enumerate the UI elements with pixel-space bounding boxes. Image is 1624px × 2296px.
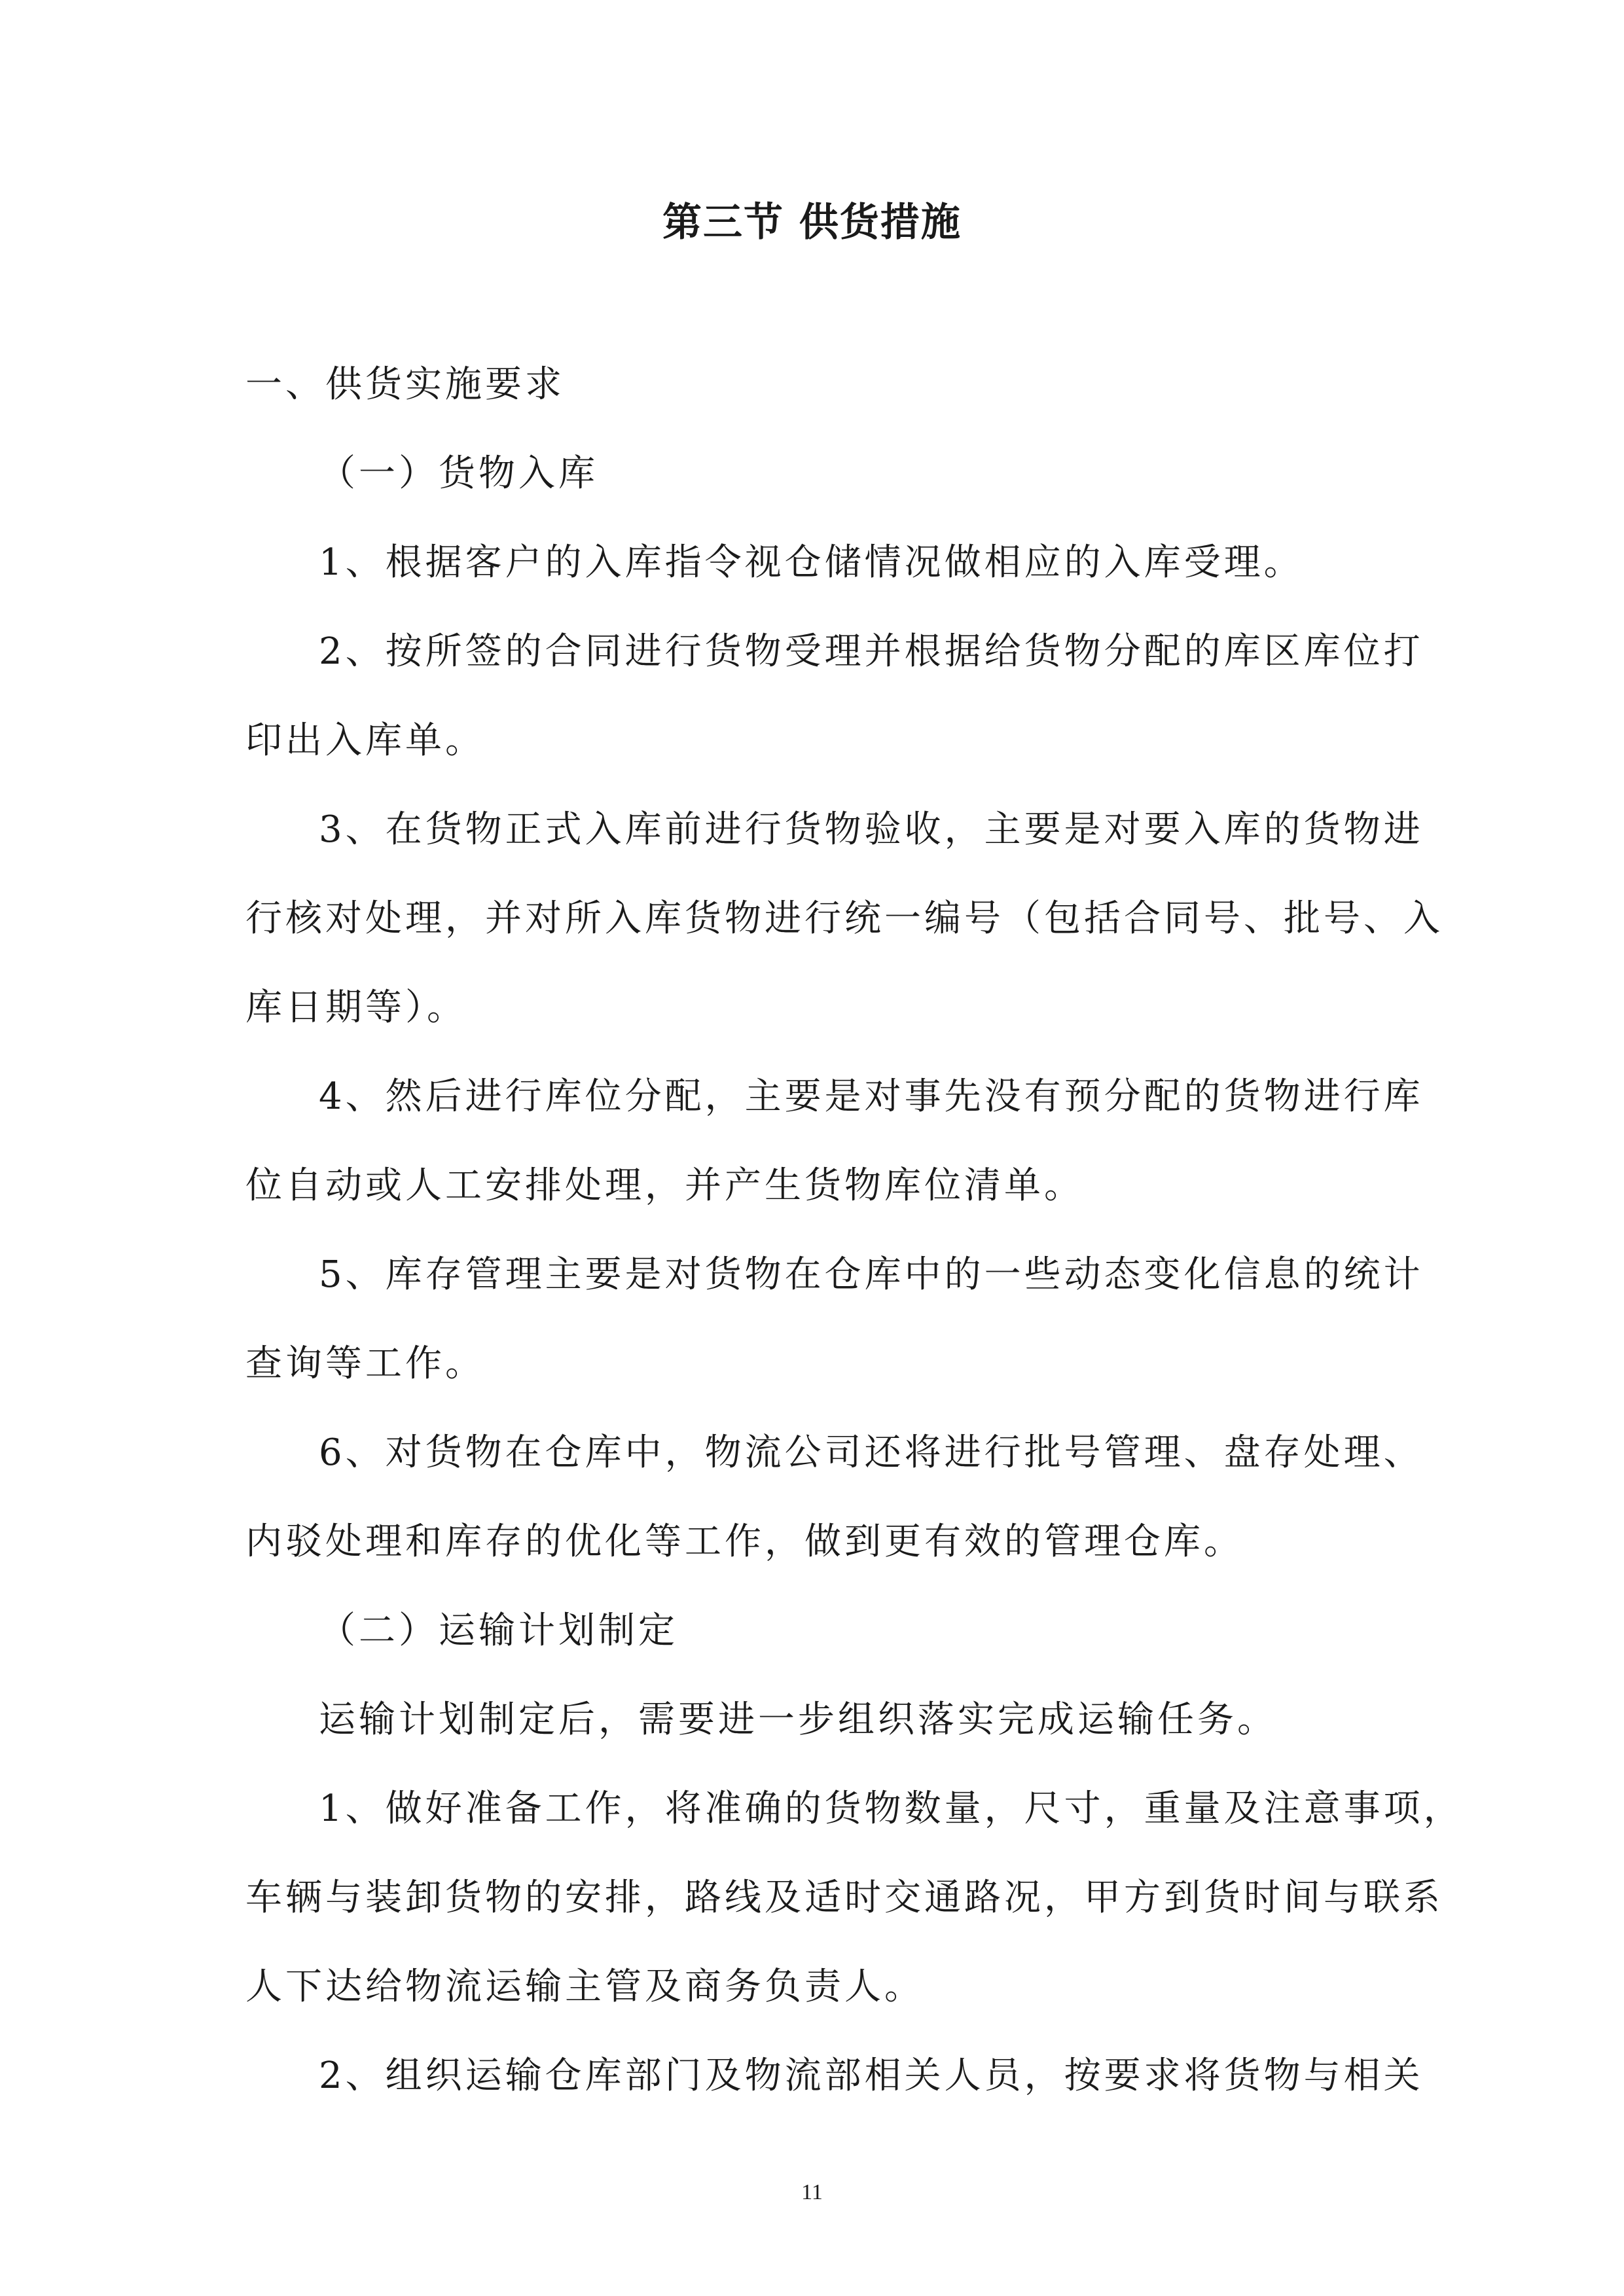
- paragraph-8-line-3: 人下达给物流运输主管及商务负责人。: [245, 1965, 924, 2008]
- paragraph-8-line-2: 车辆与装卸货物的安排，路线及适时交通路况，甲方到货时间与联系: [245, 1876, 1443, 1919]
- paragraph-3-line-3: 库日期等）。: [245, 986, 467, 1029]
- paragraph-4-line-2: 位自动或人工安排处理，并产生货物库位清单。: [245, 1164, 1084, 1207]
- paragraph-5-line-1: 5、库存管理主要是对货物在仓库中的一些动态变化信息的统计: [319, 1253, 1424, 1296]
- subsection-heading-transport-plan: （二）运输计划制定: [319, 1609, 678, 1652]
- paragraph-6: [245, 1408, 1424, 1498]
- section-heading: 一、供货实施要求: [245, 363, 565, 406]
- paragraph-2-cont: [245, 696, 1394, 785]
- paragraph-3-line-1: 3、在货物正式入库前进行货物验收，主要是对要入库的货物进: [319, 808, 1424, 851]
- paragraph-5: [245, 1230, 1424, 1319]
- paragraph-7: 运输计划制定后，需要进一步组织落实完成运输任务。: [319, 1698, 1277, 1741]
- paragraph-4-line-1: 4、然后进行库位分配，主要是对事先没有预分配的货物进行库: [319, 1075, 1424, 1118]
- paragraph-3-cont: [245, 874, 1443, 1052]
- paragraph-4: [245, 1052, 1424, 1141]
- subsection-heading-goods-storage: （一）货物入库: [319, 452, 598, 495]
- paragraph-2: [245, 607, 1424, 696]
- body-text: [245, 340, 1464, 2121]
- paragraph-5-line-2: 查询等工作。: [245, 1342, 485, 1385]
- paragraph-8: [245, 1765, 1464, 1854]
- paragraph-9-line-1: 2、组织运输仓库部门及物流部相关人员，按要求将货物与相关: [319, 2054, 1424, 2097]
- paragraph-2-line-1: 2、按所签的合同进行货物受理并根据给货物分配的库区库位打: [319, 630, 1424, 673]
- paragraph-9: [245, 2032, 1424, 2121]
- paragraph-8-line-1: 1、做好准备工作，将准确的货物数量，尺寸，重量及注意事项，: [319, 1787, 1464, 1830]
- paragraph-1: 1、根据客户的入库指令视仓储情况做相应的入库受理。: [319, 541, 1304, 584]
- paragraph-6-line-2: 内驳处理和库存的优化等工作，做到更有效的管理仓库。: [245, 1520, 1244, 1563]
- paragraph-8-cont: [245, 1854, 1443, 2032]
- paragraph-6-line-1: 6、对货物在仓库中，物流公司还将进行批号管理、盘存处理、: [319, 1431, 1424, 1474]
- paragraph-5-cont: [245, 1319, 1394, 1408]
- section-title: 第三节 供货措施: [662, 200, 962, 245]
- paragraph-6-cont: [245, 1498, 1394, 1587]
- paragraph-4-cont: [245, 1141, 1394, 1230]
- paragraph-3: [245, 785, 1424, 874]
- paragraph-2-line-2: 印出入库单。: [245, 719, 485, 762]
- page-number: 11: [801, 2180, 823, 2204]
- paragraph-3-line-2: 行核对处理，并对所入库货物进行统一编号（包括合同号、批号、入: [245, 897, 1443, 940]
